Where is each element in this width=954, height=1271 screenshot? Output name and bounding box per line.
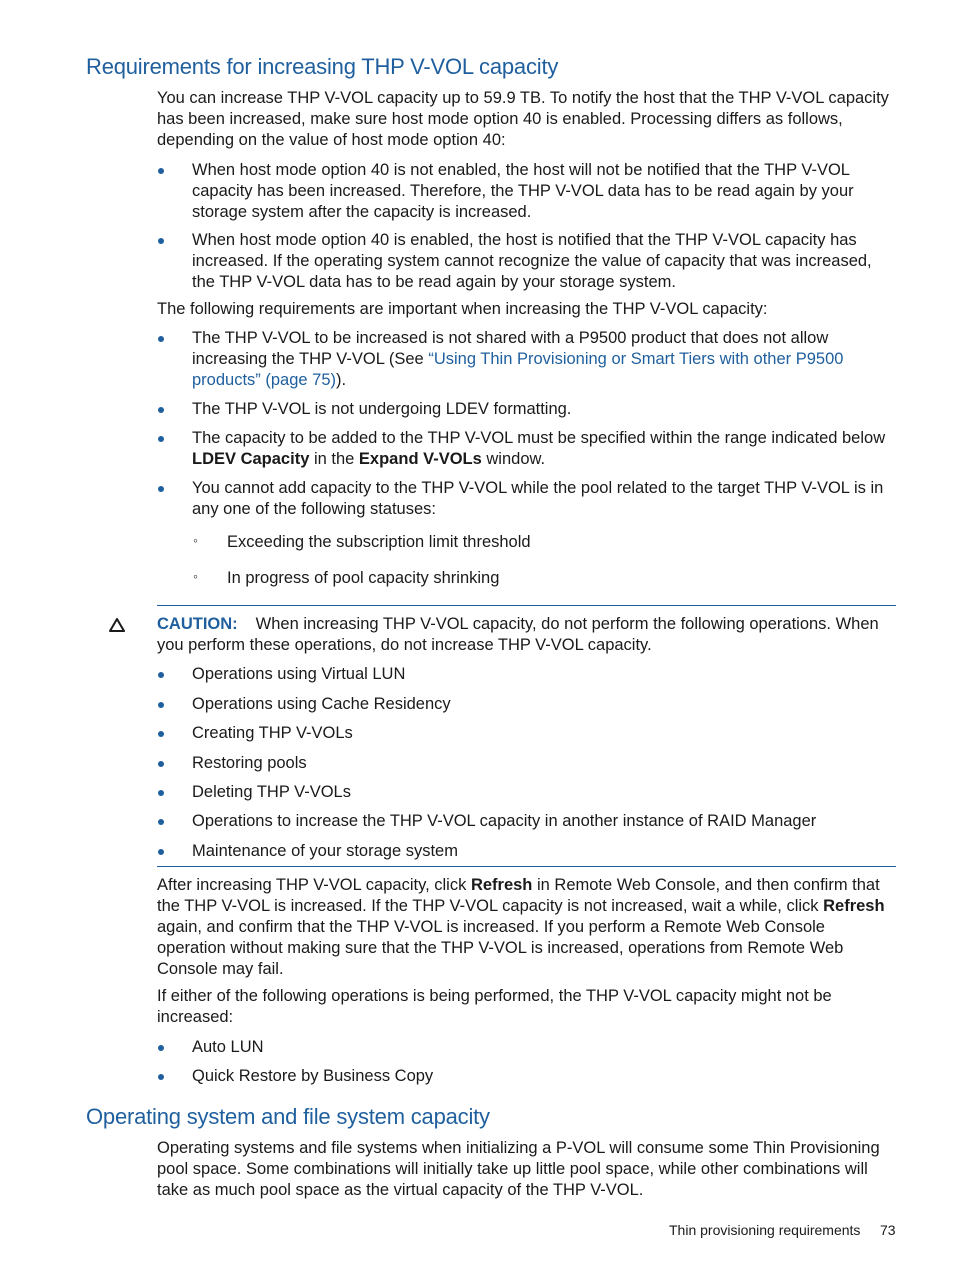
list-item: Operations using Virtual LUN [157, 664, 897, 685]
requirements-section-body [157, 88, 897, 589]
req3-text: The capacity to be added to the THP V-VOL must be specified within the range indicated below [192, 429, 886, 447]
ldev-capacity-term: LDEV Capacity [192, 450, 310, 468]
refresh-term: Refresh [470, 876, 533, 894]
list-item [157, 428, 897, 470]
list-item: Maintenance of your storage system [157, 841, 897, 862]
section-heading-requirements: Requirements for increasing THP V-VOL capacity [86, 54, 559, 79]
refresh-text-b: in Remote Web Console, and then confirm that the THP V-VOL is increased. If the THP V-VOL capacity is not increased, wait a while, click [157, 876, 880, 915]
req3-text-end: window. [481, 450, 546, 468]
footer-page-number: 73 [880, 1222, 896, 1238]
caution-box [157, 614, 897, 862]
sub-list-item: ◦ Exceeding the subscription limit threshold [157, 532, 897, 553]
list-item: When host mode option 40 is enabled, the host is notified that the THP V-VOL capacity has increased. If the operating system cannot recognize the value of capacity that was increased, the THP V-VOL data has to be read again by your storage system. [157, 230, 897, 293]
caution-text: When increasing THP V-VOL capacity, do not perform the following operations. When you perform these operations, do not increase THP V-VOL capacity. [157, 615, 879, 654]
host-mode-option-list [157, 160, 897, 293]
caution-top-rule [157, 605, 896, 606]
concurrent-ops-list [157, 1037, 897, 1087]
list-item: Operations to increase the THP V-VOL capacity in another instance of RAID Manager [157, 811, 897, 832]
list-item: When host mode option 40 is not enabled, the host will not be notified that the THP V-VOL capacity has been increased. Therefore, the THP V-VOL data has to be read again by your storage system after the capacity is increased. [157, 160, 897, 223]
caution-bottom-rule [157, 866, 896, 867]
list-item: Quick Restore by Business Copy [157, 1066, 897, 1087]
concurrent-ops-paragraph: If either of the following operations is being performed, the THP V-VOL capacity might not be increased: [157, 987, 832, 1026]
footer-chapter-title: Thin provisioning requirements [669, 1222, 861, 1238]
list-item [157, 328, 897, 391]
list-item: Creating THP V-VOLs [157, 723, 897, 744]
status-sublist [157, 532, 897, 589]
sub-list-item: ◦ In progress of pool capacity shrinking [157, 568, 897, 589]
cross-reference-link[interactable]: “Using Thin Provisioning or Smart Tiers with other P9500 products” (page 75) [192, 350, 844, 389]
requirements-list [157, 328, 897, 520]
intro-paragraph: You can increase THP V-VOL capacity up to 59.9 TB. To notify the host that the THP V-VOL capacity has been increased, make sure host mode option 40 is enabled. Processing differs as follows, depending on the value of host mode option 40: [157, 89, 889, 149]
list-item: Restoring pools [157, 753, 897, 774]
refresh-paragraph [157, 875, 897, 980]
expand-vvols-term: Expand V-VOLs [358, 450, 482, 468]
refresh-term: Refresh [823, 897, 885, 915]
refresh-text-a: After increasing THP V-VOL capacity, click [157, 876, 471, 894]
caution-icon [109, 617, 125, 633]
list-item: You cannot add capacity to the THP V-VOL while the pool related to the target THP V-VOL is in any one of the following statuses: [157, 478, 897, 520]
os-capacity-paragraph: Operating systems and file systems when initializing a P-VOL will consume some Thin Provisioning pool space. Some combinations will initially take up little pool space, while other combinations will take as much pool space as the virtual capacity of the THP V-VOL. [157, 1139, 880, 1199]
os-capacity-section-body [157, 1138, 897, 1201]
req1-end: ). [336, 371, 347, 389]
req3-text-mid: in the [309, 450, 359, 468]
caution-operations-list [157, 664, 897, 862]
refresh-text-c: again, and confirm that the THP V-VOL is increased. If you perform a Remote Web Console operation without making sure that the THP V-VOL is increased, operations from Remote Web Console may fail. [157, 918, 844, 978]
caution-label: CAUTION: [157, 615, 238, 633]
list-item: The THP V-VOL is not undergoing LDEV formatting. [157, 399, 897, 420]
after-section-body [157, 875, 897, 1087]
req1-text: The THP V-VOL to be increased is not shared with a P9500 product that does not allow increasing the THP V-VOL (See [192, 329, 829, 368]
section-heading-os-capacity: Operating system and file system capacity [86, 1104, 490, 1129]
list-item: Operations using Cache Residency [157, 694, 897, 715]
list-item: Auto LUN [157, 1037, 897, 1058]
caution-paragraph [157, 614, 897, 656]
requirements-intro: The following requirements are important when increasing the THP V-VOL capacity: [157, 300, 768, 318]
list-item: Deleting THP V-VOLs [157, 782, 897, 803]
